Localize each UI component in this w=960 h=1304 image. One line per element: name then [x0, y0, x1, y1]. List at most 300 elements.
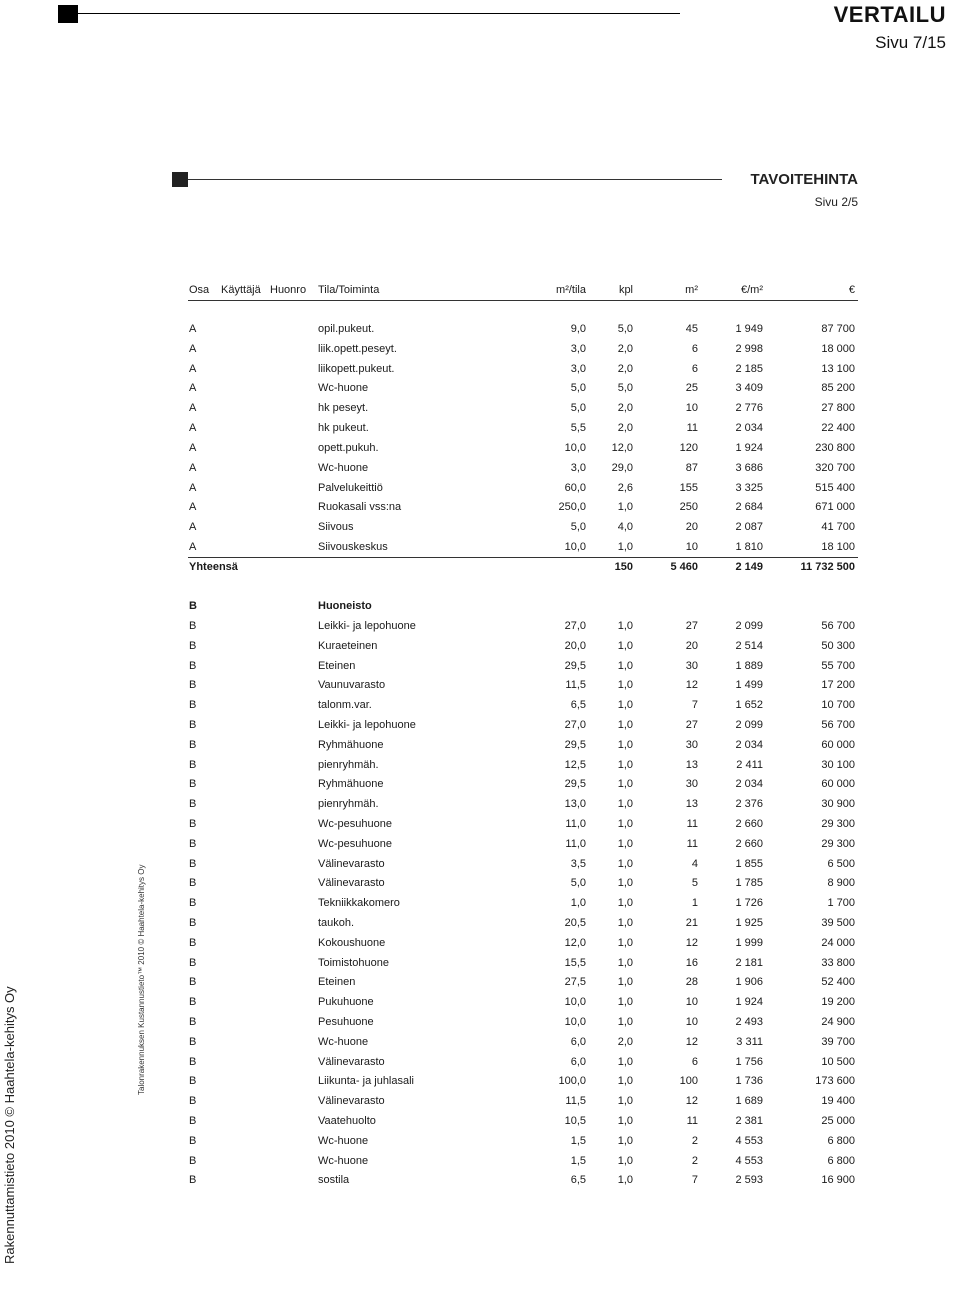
row-kpl: 1,0	[617, 956, 633, 969]
row-m2: 100	[679, 1075, 698, 1088]
row-m2: 10	[685, 402, 698, 415]
row-osa: B	[189, 857, 197, 870]
row-tila: Välinevarasto	[318, 1055, 385, 1068]
row-eur: 33 800	[821, 956, 855, 969]
row-m2-tila: 10,0	[564, 541, 586, 554]
row-tila: Wc-huone	[318, 1134, 369, 1147]
row-m2: 27	[685, 719, 698, 731]
row-kpl: 1,0	[617, 996, 633, 1009]
row-eur-m2: 2 998	[735, 342, 763, 355]
row-m2-tila: 11,0	[565, 818, 586, 830]
row-tila: talonm.var.	[318, 699, 372, 712]
row-m2: 12	[685, 1035, 698, 1048]
row-osa: B	[189, 936, 197, 949]
row-m2-tila: 11,5	[565, 1095, 586, 1108]
header-m2: m²	[685, 284, 698, 296]
row-m2: 21	[685, 917, 698, 929]
row-m2-tila: 29,5	[564, 659, 586, 672]
row-osa: B	[189, 1095, 197, 1108]
header-kpl: kpl	[618, 284, 633, 296]
row-eur: 25 000	[821, 1115, 855, 1127]
header-rule	[78, 13, 680, 14]
row-m2: 250	[679, 501, 698, 514]
row-tila: Ruokasali vss:na	[318, 501, 402, 514]
row-eur: 173 600	[815, 1075, 855, 1088]
table-row	[188, 933, 858, 953]
row-eur: 1 700	[827, 897, 855, 910]
row-kpl: 1,0	[617, 1016, 633, 1028]
row-eur-m2: 1 924	[735, 996, 763, 1009]
table-row	[188, 1170, 858, 1190]
row-osa: A	[189, 461, 197, 474]
row-m2-tila: 3,5	[570, 857, 586, 870]
row-eur-m2: 2 684	[735, 501, 763, 514]
row-eur: 60 000	[821, 778, 855, 791]
row-m2: 11	[686, 1115, 698, 1127]
row-eur-m2: 1 999	[735, 936, 763, 949]
row-kpl: 4,0	[617, 521, 633, 534]
table-row	[188, 953, 858, 973]
row-kpl: 2,6	[617, 481, 633, 494]
header-eur: €	[848, 284, 855, 296]
row-osa: A	[189, 521, 197, 534]
row-osa: A	[189, 481, 197, 494]
row-m2: 7	[691, 699, 698, 712]
row-osa: A	[189, 441, 197, 454]
row-m2: 13	[685, 798, 698, 811]
row-m2: 2	[691, 1154, 698, 1167]
row-m2-tila: 11,0	[565, 837, 586, 850]
row-m2-tila: 3,0	[570, 342, 586, 355]
header-kayttaja: Käyttäjä	[221, 284, 261, 296]
row-m2-tila: 5,0	[570, 877, 586, 890]
row-tila: Wc-huone	[318, 1154, 369, 1167]
row-osa: A	[189, 422, 197, 435]
row-osa: B	[189, 778, 197, 791]
row-tila: Wc-huone	[318, 461, 369, 474]
table-row	[188, 854, 858, 874]
row-osa: B	[189, 897, 197, 910]
total-eur: 11 732 500	[800, 561, 855, 573]
row-m2: 12	[685, 679, 698, 692]
row-m2-tila: 12,5	[564, 758, 586, 771]
row-eur-m2: 3 409	[735, 382, 763, 395]
total-kpl: 150	[614, 561, 633, 573]
row-m2: 16	[685, 956, 698, 969]
row-kpl: 1,0	[617, 1075, 633, 1088]
row-tila: pienryhmäh.	[318, 758, 379, 771]
row-kpl: 1,0	[617, 857, 633, 870]
table-row	[188, 438, 858, 458]
row-m2: 13	[685, 758, 698, 771]
row-eur: 87 700	[821, 323, 855, 335]
table-row	[188, 794, 858, 814]
table-row	[188, 774, 858, 794]
row-m2-tila: 12,0	[564, 936, 586, 949]
table-row	[188, 972, 858, 992]
row-m2: 6	[691, 362, 698, 375]
row-m2-tila: 250,0	[558, 501, 586, 514]
header-square-mark	[58, 5, 78, 23]
row-tila: pienryhmäh.	[318, 798, 379, 811]
row-m2-tila: 5,0	[570, 402, 586, 415]
row-eur-m2: 2 087	[735, 521, 763, 534]
row-m2-tila: 60,0	[564, 481, 586, 494]
row-tila: hk peseyt.	[318, 402, 369, 415]
row-osa: B	[189, 1115, 197, 1127]
row-eur: 10 700	[821, 699, 855, 712]
inner-title: TAVOITEHINTA	[750, 171, 858, 188]
row-m2: 6	[691, 1055, 698, 1068]
row-eur-m2: 1 726	[735, 897, 763, 910]
table-row	[188, 378, 858, 398]
inner-page-number: Sivu 2/5	[814, 195, 858, 209]
row-kpl: 1,0	[617, 719, 633, 731]
row-kpl: 1,0	[617, 778, 633, 791]
row-tila: taukoh.	[318, 917, 355, 929]
row-kpl: 1,0	[617, 837, 633, 850]
row-eur: 29 300	[821, 837, 855, 850]
row-m2-tila: 11,5	[565, 679, 586, 692]
table-row	[188, 1012, 858, 1032]
row-tila: Vaatehuolto	[318, 1115, 376, 1127]
row-tila: opett.pukuh.	[318, 441, 379, 454]
row-kpl: 1,0	[617, 1154, 633, 1167]
row-eur: 50 300	[821, 639, 855, 652]
row-eur-m2: 3 325	[735, 481, 763, 494]
row-tila: Välinevarasto	[318, 877, 385, 890]
row-eur: 24 000	[821, 936, 855, 949]
row-eur: 17 200	[821, 679, 855, 692]
row-kpl: 29,0	[611, 461, 633, 474]
row-osa: B	[189, 620, 197, 632]
row-eur: 6 500	[827, 857, 855, 870]
row-tila: Tekniikkakomero	[318, 897, 400, 910]
page-number: Sivu 7/15	[875, 33, 946, 52]
row-m2-tila: 1,5	[570, 1134, 586, 1147]
row-tila: Kuraeteinen	[318, 639, 378, 652]
header-osa: Osa	[189, 284, 210, 296]
row-m2-tila: 1,0	[570, 897, 586, 910]
row-kpl: 1,0	[617, 620, 633, 632]
row-osa: A	[189, 342, 197, 355]
table-row	[188, 893, 858, 913]
row-m2: 20	[685, 639, 698, 652]
row-osa: B	[189, 996, 197, 1009]
row-m2-tila: 6,0	[570, 1055, 586, 1068]
row-tila: Ryhmähuone	[318, 778, 384, 791]
row-m2: 11	[686, 422, 698, 435]
row-m2-tila: 5,0	[570, 521, 586, 534]
table-header-row	[188, 280, 858, 300]
row-m2: 30	[685, 778, 698, 791]
row-osa: B	[189, 1134, 197, 1147]
row-m2-tila: 27,5	[564, 976, 586, 989]
section-b-osa: B	[189, 600, 197, 612]
table-row	[188, 814, 858, 834]
row-eur: 13 100	[821, 362, 855, 375]
table-row	[188, 755, 858, 775]
row-osa: A	[189, 402, 197, 415]
row-tila: Wc-pesuhuone	[318, 818, 392, 830]
row-m2: 12	[685, 936, 698, 949]
row-m2-tila: 6,5	[570, 699, 586, 712]
row-m2: 10	[685, 1016, 698, 1028]
row-tila: Leikki- ja lepohuone	[318, 719, 416, 731]
row-eur-m2: 4 553	[735, 1154, 763, 1167]
row-eur: 39 700	[821, 1035, 855, 1048]
row-eur-m2: 2 034	[735, 738, 763, 751]
row-m2: 10	[685, 541, 698, 554]
row-osa: B	[189, 1154, 197, 1167]
row-osa: B	[189, 798, 197, 811]
row-eur-m2: 3 311	[736, 1035, 763, 1048]
header-m2-tila: m²/tila	[556, 284, 586, 296]
row-tila: Toimistohuone	[318, 956, 389, 969]
table-row	[188, 913, 858, 933]
header-underline	[188, 300, 858, 301]
table-row	[188, 656, 858, 676]
row-osa: A	[189, 362, 197, 375]
row-eur: 6 800	[827, 1154, 855, 1167]
row-m2: 10	[685, 996, 698, 1009]
row-m2-tila: 5,5	[570, 422, 586, 435]
row-eur: 39 500	[821, 917, 855, 929]
header-tila: Tila/Toiminta	[318, 284, 380, 296]
row-tila: Wc-huone	[318, 382, 369, 395]
row-tila: opil.pukeut.	[318, 323, 375, 335]
row-m2: 12	[685, 1095, 698, 1108]
row-eur: 56 700	[821, 719, 855, 731]
row-eur-m2: 1 906	[735, 976, 763, 989]
row-eur-m2: 2 381	[735, 1115, 763, 1127]
row-tila: Vaunuvarasto	[318, 679, 386, 692]
row-eur-m2: 2 376	[735, 798, 763, 811]
row-eur-m2: 2 411	[736, 758, 763, 771]
table-row	[188, 537, 858, 557]
row-m2: 1	[691, 897, 698, 910]
row-m2-tila: 27,0	[564, 719, 586, 731]
row-eur-m2: 2 181	[735, 956, 763, 969]
inner-header-square-mark	[172, 172, 188, 187]
row-kpl: 1,0	[617, 758, 633, 771]
row-tila: liikopett.pukeut.	[318, 362, 395, 375]
table-row	[188, 636, 858, 656]
row-m2-tila: 6,0	[570, 1035, 586, 1048]
row-eur-m2: 1 810	[735, 541, 763, 554]
row-eur-m2: 1 756	[735, 1055, 763, 1068]
row-kpl: 1,0	[617, 1174, 633, 1187]
row-tila: Kokoushuone	[318, 936, 386, 949]
row-eur: 27 800	[821, 402, 855, 415]
row-m2: 11	[686, 818, 698, 830]
row-kpl: 5,0	[617, 323, 633, 335]
row-m2-tila: 20,5	[564, 917, 586, 929]
row-eur-m2: 2 099	[735, 719, 763, 731]
total-row	[188, 557, 858, 577]
row-m2-tila: 10,0	[564, 441, 586, 454]
row-kpl: 12,0	[611, 441, 633, 454]
row-kpl: 1,0	[617, 877, 633, 890]
table-row	[188, 398, 858, 418]
row-osa: B	[189, 719, 197, 731]
row-kpl: 1,0	[617, 798, 633, 811]
row-eur: 56 700	[821, 620, 855, 632]
table-row	[188, 715, 858, 735]
row-kpl: 1,0	[617, 738, 633, 751]
row-eur: 8 900	[827, 877, 855, 890]
row-m2: 45	[685, 323, 698, 335]
row-eur: 515 400	[815, 481, 855, 494]
row-kpl: 1,0	[617, 818, 633, 830]
table-row	[188, 1071, 858, 1091]
row-osa: B	[189, 1174, 197, 1187]
row-eur: 30 100	[821, 758, 855, 771]
total-m2: 5 460	[670, 561, 698, 573]
row-kpl: 1,0	[617, 679, 633, 692]
row-kpl: 2,0	[617, 342, 633, 355]
row-eur: 230 800	[815, 441, 855, 454]
row-kpl: 1,0	[617, 639, 633, 652]
row-kpl: 2,0	[617, 362, 633, 375]
row-eur: 52 400	[821, 976, 855, 989]
row-kpl: 1,0	[617, 659, 633, 672]
row-m2-tila: 100,0	[558, 1075, 586, 1088]
row-m2-tila: 29,5	[564, 778, 586, 791]
row-m2-tila: 10,0	[564, 1016, 586, 1028]
section-b-title-row	[188, 596, 858, 616]
row-tila: Pukuhuone	[318, 996, 374, 1009]
row-eur-m2: 1 736	[735, 1075, 763, 1088]
table-row	[188, 735, 858, 755]
table-row	[188, 616, 858, 636]
row-eur-m2: 2 493	[735, 1016, 763, 1028]
row-kpl: 1,0	[617, 541, 633, 554]
row-kpl: 1,0	[617, 501, 633, 514]
table-row	[188, 418, 858, 438]
row-eur-m2: 1 889	[735, 659, 763, 672]
row-eur: 30 900	[821, 798, 855, 811]
row-eur-m2: 2 660	[735, 837, 763, 850]
table-row	[188, 695, 858, 715]
row-osa: B	[189, 1016, 197, 1028]
row-eur-m2: 1 499	[735, 679, 763, 692]
row-tila: Eteinen	[318, 976, 356, 989]
row-m2: 28	[685, 976, 698, 989]
table-row	[188, 1111, 858, 1131]
row-eur-m2: 1 855	[735, 857, 763, 870]
row-m2-tila: 9,0	[570, 323, 586, 335]
table-row	[188, 1032, 858, 1052]
row-eur-m2: 2 034	[735, 778, 763, 791]
row-eur-m2: 2 514	[735, 639, 763, 652]
row-osa: B	[189, 1075, 197, 1088]
row-osa: B	[189, 659, 197, 672]
row-osa: B	[189, 1035, 197, 1048]
row-m2-tila: 3,0	[570, 461, 586, 474]
row-kpl: 1,0	[617, 699, 633, 712]
row-m2: 25	[685, 382, 698, 395]
row-tila: Siivouskeskus	[318, 541, 388, 554]
row-tila: hk pukeut.	[318, 422, 369, 435]
inner-side-copyright: Talonrakennuksen Kustannustieto™ 2010 © Haahtela-kehitys Oy	[137, 864, 146, 1095]
table-row	[188, 834, 858, 854]
table-row	[188, 992, 858, 1012]
row-eur: 29 300	[821, 818, 855, 830]
row-eur-m2: 1 689	[735, 1095, 763, 1108]
row-tila: liik.opett.peseyt.	[318, 342, 397, 355]
row-m2: 11	[686, 837, 698, 850]
row-tila: Leikki- ja lepohuone	[318, 620, 416, 632]
row-eur: 18 000	[821, 342, 855, 355]
inner-header-rule	[188, 179, 722, 180]
table-row	[188, 517, 858, 537]
row-kpl: 2,0	[617, 1035, 633, 1048]
row-tila: Siivous	[318, 521, 354, 534]
row-kpl: 1,0	[617, 1055, 633, 1068]
row-m2: 6	[691, 342, 698, 355]
row-tila: sostila	[318, 1174, 350, 1187]
row-m2: 4	[691, 857, 698, 870]
row-m2-tila: 1,5	[570, 1154, 586, 1167]
row-kpl: 1,0	[617, 1095, 633, 1108]
row-m2: 27	[685, 620, 698, 632]
row-kpl: 1,0	[617, 897, 633, 910]
row-osa: B	[189, 699, 197, 712]
row-tila: Pesuhuone	[318, 1016, 374, 1028]
table-row	[188, 1151, 858, 1171]
row-m2: 20	[685, 521, 698, 534]
row-kpl: 1,0	[617, 1134, 633, 1147]
row-osa: B	[189, 738, 197, 751]
row-osa: B	[189, 679, 197, 692]
row-m2-tila: 3,0	[570, 362, 586, 375]
row-eur-m2: 1 924	[735, 441, 763, 454]
row-osa: B	[189, 976, 197, 989]
total-eur-m2: 2 149	[735, 561, 763, 573]
table-row	[188, 319, 858, 339]
row-osa: B	[189, 818, 197, 830]
row-tila: Palvelukeittiö	[318, 481, 383, 494]
table-row	[188, 675, 858, 695]
row-m2: 5	[691, 877, 698, 890]
table-row	[188, 359, 858, 379]
total-label: Yhteensä	[189, 561, 238, 573]
row-osa: B	[189, 1055, 197, 1068]
table-row	[188, 1091, 858, 1111]
row-eur: 18 100	[821, 541, 855, 554]
row-m2: 7	[691, 1174, 698, 1187]
row-osa: B	[189, 758, 197, 771]
row-eur-m2: 2 034	[735, 422, 763, 435]
row-eur-m2: 2 776	[735, 402, 763, 415]
row-tila: Eteinen	[318, 659, 356, 672]
row-m2-tila: 10,5	[564, 1115, 586, 1127]
row-m2: 87	[685, 461, 698, 474]
row-eur-m2: 2 099	[735, 620, 763, 632]
row-eur: 10 500	[821, 1055, 855, 1068]
table-row	[188, 478, 858, 498]
row-kpl: 2,0	[617, 402, 633, 415]
row-eur: 671 000	[815, 501, 855, 514]
row-eur-m2: 1 785	[735, 877, 763, 890]
row-tila: Liikunta- ja juhlasali	[318, 1075, 414, 1088]
row-eur: 55 700	[821, 659, 855, 672]
row-m2: 2	[691, 1134, 698, 1147]
row-eur: 41 700	[821, 521, 855, 534]
row-eur: 85 200	[821, 382, 855, 395]
row-osa: B	[189, 877, 197, 890]
